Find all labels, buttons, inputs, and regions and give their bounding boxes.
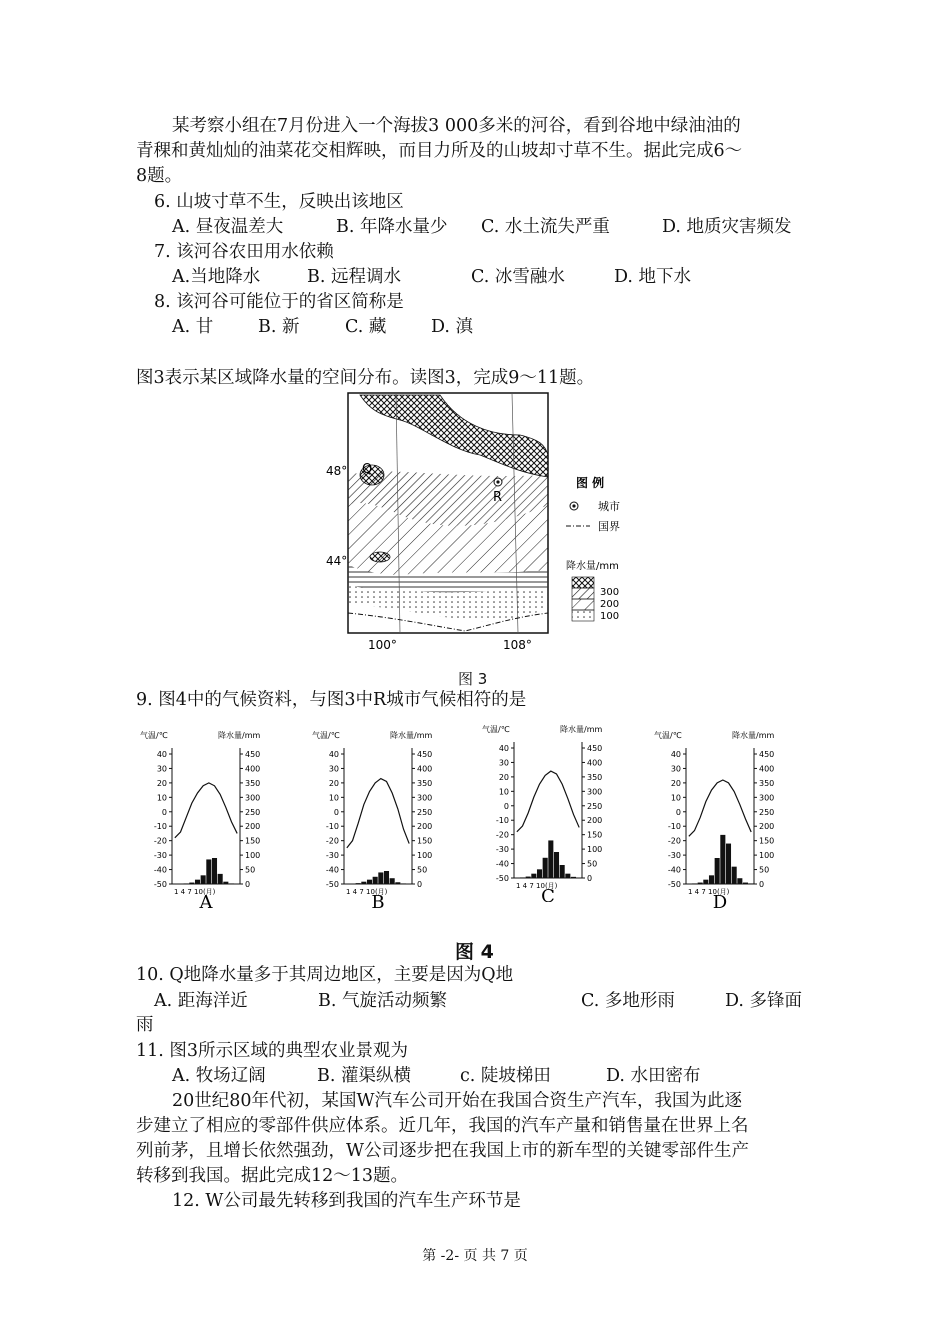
q11-stem: 11. 图3所示区域的典型农业景观为	[136, 1041, 409, 1061]
temp-tick-label: 40	[328, 750, 339, 759]
precip-bar-11	[571, 877, 576, 878]
temp-axis-label: 气温/℃	[140, 731, 168, 740]
precip-tick-label: 50	[245, 865, 256, 875]
temp-tick-label: -40	[153, 865, 167, 875]
q7-option-b: B. 远程调水	[307, 267, 401, 287]
q10-stem: 10. Q地降水量多于其周边地区，主要是因为Q地	[136, 965, 514, 985]
precip-bar-6	[373, 877, 378, 884]
temp-tick-label: -20	[153, 836, 167, 846]
precip-bar-10	[565, 874, 570, 878]
precip-tick-label: 150	[587, 830, 603, 840]
fig3-intro: 图3表示某区域降水量的空间分布。读图3，完成9～11题。	[136, 368, 595, 388]
precip-tick-label: 400	[587, 758, 603, 768]
temp-curve	[517, 771, 579, 832]
precip-bar-5	[367, 880, 372, 884]
temp-tick-label: -50	[153, 880, 167, 889]
q6-option-a: A. 昼夜温差大	[172, 217, 284, 237]
label-q: Q	[362, 462, 373, 477]
precip-tick-label: 400	[417, 764, 433, 774]
passage1-line3: 8题。	[136, 166, 183, 186]
precip-tick-label: 300	[417, 793, 433, 803]
precip-bar-4	[531, 874, 536, 878]
precip-tick-label: 150	[759, 836, 775, 846]
precip-bar-2	[692, 883, 697, 884]
q7-option-c: C. 冰雪融水	[471, 267, 565, 287]
precip-bar-9	[218, 874, 223, 884]
temp-tick-label: 30	[328, 764, 339, 774]
precip-tick-label: 150	[245, 836, 261, 846]
temp-tick-label: -30	[325, 851, 339, 861]
temp-tick-label: -20	[667, 836, 681, 846]
passage1-line2: 青稞和黄灿灿的油菜花交相辉映，而目力所及的山坡却寸草不生。据此完成6～	[136, 141, 743, 161]
precip-bar-10	[223, 882, 228, 884]
temp-tick-label: 20	[156, 778, 167, 788]
fig4-caption: 图 4	[455, 941, 494, 963]
temp-tick-label: -30	[495, 845, 509, 855]
temp-axis-label: 气温/℃	[654, 731, 682, 740]
precip-bar-9	[560, 865, 565, 878]
precip-axis-label: 降水量/mm	[560, 725, 603, 734]
passage2-line1: 20世纪80年代初，某国W汽车公司开始在我国合资生产汽车，我国为此逐	[172, 1091, 743, 1111]
temp-tick-label: 30	[156, 764, 167, 774]
temp-tick-label: -40	[325, 865, 339, 875]
q11-option-c: c. 陡坡梯田	[460, 1066, 551, 1086]
temp-tick-label: -30	[153, 851, 167, 861]
month-ticks: 1 4 7 10(月)	[516, 882, 558, 890]
precip-tick-label: 450	[759, 750, 775, 759]
temp-tick-label: 10	[670, 793, 681, 803]
passage1-line1: 某考察小组在7月份进入一个海拔3 000多米的河谷，看到谷地中绿油油的	[172, 116, 741, 136]
precip-bar-2	[520, 877, 525, 878]
q10-option-a: A. 距海洋近	[154, 991, 248, 1011]
q8-stem: 8. 该河谷可能位于的省区简称是	[154, 292, 404, 312]
chart-label-d: D	[712, 892, 728, 908]
q8-option-b: B. 新	[258, 317, 300, 337]
precip-tick-label: 350	[759, 778, 775, 788]
climate-chart-d	[650, 728, 810, 908]
temp-tick-label: 40	[156, 750, 167, 759]
legend-100: 100	[600, 611, 620, 622]
precip-bar-3	[698, 883, 703, 884]
chart-label-b: B	[371, 892, 385, 908]
temp-tick-label: 20	[328, 778, 339, 788]
q9-stem: 9. 图4中的气候资料，与图3中R城市气候相符的是	[136, 690, 527, 710]
chart-label-c: C	[541, 886, 555, 902]
precip-bar-10	[737, 878, 742, 884]
temp-tick-label: 30	[498, 758, 509, 768]
precip-tick-label: 300	[759, 793, 775, 803]
month-ticks: 1 4 7 10(月)	[688, 888, 730, 896]
temp-curve	[347, 779, 409, 848]
precip-tick-label: 50	[587, 859, 598, 869]
temp-tick-label: -10	[325, 822, 339, 832]
precip-tick-label: 450	[587, 744, 603, 753]
precip-tick-label: 450	[245, 750, 261, 759]
precip-tick-label: 0	[245, 880, 251, 889]
precip-tick-label: 200	[417, 822, 433, 832]
temp-tick-label: -50	[667, 880, 681, 889]
temp-tick-label: 30	[670, 764, 681, 774]
precip-bar-8	[384, 871, 389, 884]
temp-tick-label: -50	[495, 874, 509, 883]
legend-precip: 降水量/mm	[566, 561, 619, 572]
q10-option-c: C. 多地形雨	[581, 991, 675, 1011]
precip-tick-label: 250	[759, 807, 775, 817]
q8-option-d: D. 滇	[431, 317, 474, 337]
chart-label-a: A	[199, 892, 213, 908]
precip-tick-label: 0	[417, 880, 423, 889]
q6-option-c: C. 水土流失严重	[481, 217, 610, 237]
precip-bar-4	[189, 883, 194, 884]
lon-108: 108°	[503, 638, 532, 652]
precip-tick-label: 350	[245, 778, 261, 788]
legend-border: 国界	[598, 520, 620, 533]
temp-tick-label: -30	[667, 851, 681, 861]
precip-axis-label: 降水量/mm	[732, 731, 775, 740]
temp-tick-label: 0	[161, 807, 167, 817]
precip-bar-9	[390, 878, 395, 884]
precip-tick-label: 300	[245, 793, 261, 803]
precip-tick-label: 0	[759, 880, 765, 889]
temp-tick-label: -20	[325, 836, 339, 846]
precip-tick-label: 100	[587, 845, 603, 855]
temp-tick-label: -10	[667, 822, 681, 832]
precip-tick-label: 350	[417, 778, 433, 788]
temp-curve	[689, 780, 751, 836]
temp-tick-label: 0	[503, 801, 509, 811]
q6-option-b: B. 年降水量少	[336, 217, 448, 237]
precip-bar-9	[732, 867, 737, 884]
q6-option-d: D. 地质灾害频发	[662, 217, 792, 237]
temp-tick-label: -40	[495, 859, 509, 869]
temp-tick-label: 10	[498, 787, 509, 797]
precip-tick-label: 100	[759, 851, 775, 861]
temp-axis-label: 气温/℃	[482, 725, 510, 734]
precip-bar-11	[401, 883, 406, 884]
precip-bar-3	[526, 877, 531, 878]
q8-option-a: A. 甘	[172, 317, 214, 337]
precip-tick-label: 100	[245, 851, 261, 861]
precip-tick-label: 200	[587, 816, 603, 826]
precip-bar-7	[378, 872, 383, 884]
temp-tick-label: -10	[495, 816, 509, 826]
precip-bar-7	[548, 840, 553, 878]
precip-bar-8	[726, 844, 731, 884]
legend-200: 200	[600, 599, 620, 610]
precip-tick-label: 50	[759, 865, 770, 875]
precip-tick-label: 300	[587, 787, 603, 797]
precip-tick-label: 250	[587, 801, 603, 811]
climate-chart-a	[136, 728, 296, 908]
precipitation-map	[300, 385, 660, 655]
temp-tick-label: 40	[670, 750, 681, 759]
q7-option-d: D. 地下水	[614, 267, 692, 287]
precip-bar-5	[537, 869, 542, 878]
legend-300: 300	[600, 587, 620, 598]
precip-bar-3	[356, 883, 361, 884]
precip-bar-7	[720, 835, 725, 884]
precip-bar-4	[703, 880, 708, 884]
precip-bar-6	[715, 858, 720, 884]
q11-option-a: A. 牧场辽阔	[172, 1066, 266, 1086]
temp-tick-label: 20	[498, 772, 509, 782]
precip-bar-5	[709, 875, 714, 884]
label-r: R	[493, 490, 503, 505]
precip-bar-6	[543, 858, 548, 878]
temp-tick-label: 40	[498, 744, 509, 753]
precip-tick-label: 400	[759, 764, 775, 774]
passage2-line2: 步建立了相应的零部件供应体系。近几年，我国的汽车产量和销售量在世界上名	[136, 1116, 749, 1136]
temp-axis-label: 气温/℃	[312, 731, 340, 740]
precip-tick-label: 350	[587, 772, 603, 782]
q6-stem: 6. 山坡寸草不生，反映出该地区	[154, 192, 404, 212]
month-ticks: 1 4 7 10(月)	[174, 888, 216, 896]
passage2-line4: 转移到我国。据此完成12～13题。	[136, 1166, 409, 1186]
legend-title: 图 例	[576, 476, 605, 490]
temp-tick-label: 10	[328, 793, 339, 803]
temp-tick-label: 20	[670, 778, 681, 788]
precip-bar-10	[395, 882, 400, 884]
precip-bar-11	[743, 883, 748, 884]
temp-tick-label: 0	[333, 807, 339, 817]
precip-tick-label: 200	[759, 822, 775, 832]
month-ticks: 1 4 7 10(月)	[346, 888, 388, 896]
q11-option-b: B. 灌渠纵横	[317, 1066, 411, 1086]
q12-stem: 12. W公司最先转移到我国的汽车生产环节是	[172, 1191, 521, 1211]
precip-bar-3	[184, 883, 189, 884]
q7-stem: 7. 该河谷农田用水依赖	[154, 242, 334, 262]
precip-tick-label: 250	[417, 807, 433, 817]
precip-tick-label: 150	[417, 836, 433, 846]
precip-tick-label: 0	[587, 874, 593, 883]
precip-bar-8	[554, 852, 559, 878]
precip-tick-label: 100	[417, 851, 433, 861]
temp-tick-label: -10	[153, 822, 167, 832]
precip-tick-label: 200	[245, 822, 261, 832]
precip-bar-8	[212, 858, 217, 884]
precip-tick-label: 250	[245, 807, 261, 817]
climate-chart-b	[308, 728, 468, 908]
precip-bar-4	[361, 882, 366, 884]
fig3-caption: 图 3	[458, 670, 488, 688]
precip-axis-label: 降水量/mm	[390, 731, 433, 740]
legend-city: 城市	[598, 500, 620, 513]
precip-axis-label: 降水量/mm	[218, 731, 261, 740]
precip-tick-label: 50	[417, 865, 428, 875]
precip-bar-11	[229, 883, 234, 884]
lat-48: 48°	[326, 464, 348, 478]
precip-bar-5	[195, 880, 200, 884]
q10-option-d-cont: 雨	[136, 1015, 154, 1035]
precip-tick-label: 450	[417, 750, 433, 759]
q8-option-c: C. 藏	[345, 317, 387, 337]
precip-bar-12	[749, 883, 754, 884]
q10-option-b: B. 气旋活动频繁	[318, 991, 447, 1011]
passage2-line3: 列前茅，且增长依然强劲，W公司逐步把在我国上市的新车型的关键零部件生产	[136, 1141, 749, 1161]
q11-option-d: D. 水田密布	[606, 1066, 701, 1086]
temp-tick-label: 10	[156, 793, 167, 803]
q7-option-a: A.当地降水	[172, 267, 261, 287]
lon-100: 100°	[368, 638, 397, 652]
precip-tick-label: 400	[245, 764, 261, 774]
temp-tick-label: 0	[675, 807, 681, 817]
precip-bar-6	[201, 875, 206, 884]
temp-tick-label: -20	[495, 830, 509, 840]
climate-chart-c	[478, 722, 638, 902]
small-highland	[370, 552, 390, 562]
temp-tick-label: -40	[667, 865, 681, 875]
temp-tick-label: -50	[325, 880, 339, 889]
page-footer: 第 -2- 页 共 7 页	[422, 1248, 528, 1264]
temp-curve	[175, 783, 237, 838]
q10-option-d: D. 多锋面	[725, 991, 803, 1011]
lat-44: 44°	[326, 554, 348, 568]
precip-bar-7	[206, 859, 211, 884]
